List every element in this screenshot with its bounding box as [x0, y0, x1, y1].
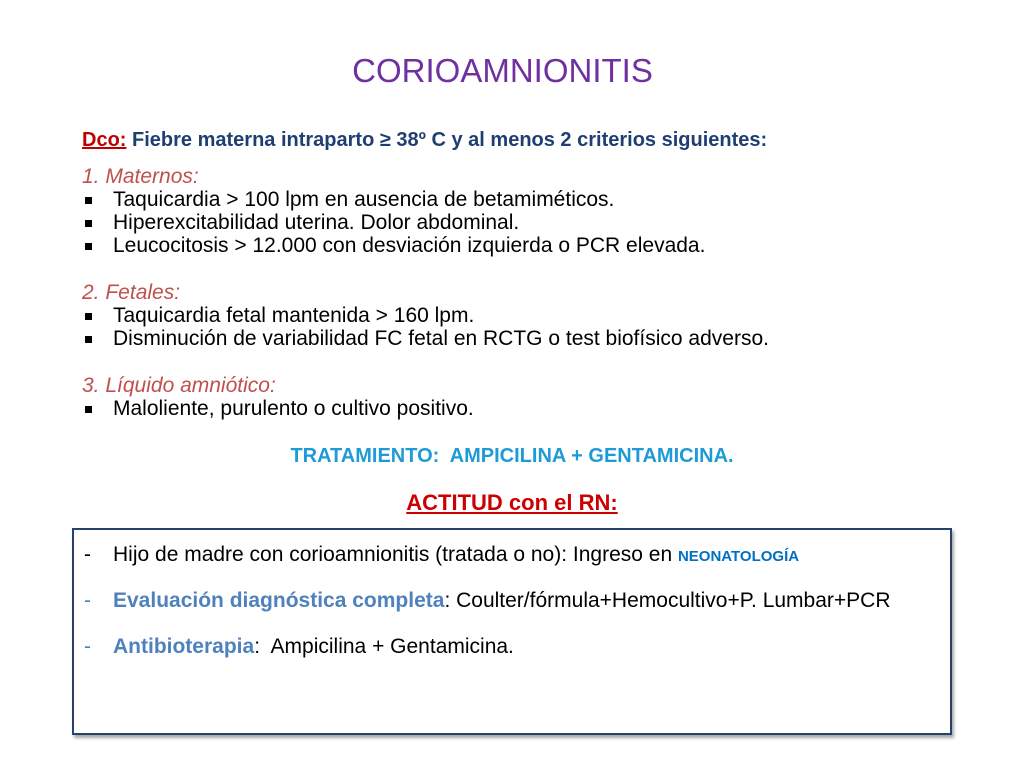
- list-item: [82, 188, 882, 212]
- newborn-item-text: : Ampicilina + Gentamicina.: [254, 635, 514, 658]
- list-item: [82, 327, 882, 351]
- dash-marker: -: [84, 635, 91, 658]
- square-bullet-icon: [85, 220, 92, 227]
- square-bullet-icon: [85, 336, 92, 343]
- diagnosis-text: Fiebre materna intraparto ≥ 38º C y al menos 2 criterios siguientes:: [132, 129, 768, 151]
- newborn-item-body: [113, 589, 891, 613]
- newborn-item-admission: [84, 543, 934, 567]
- newborn-item-text: Hijo de madre con corioamnionitis (tratada o no): Ingreso en: [113, 543, 678, 566]
- square-bullet-icon: [85, 313, 92, 320]
- list-item: [82, 234, 882, 258]
- square-bullet-icon: [85, 243, 92, 250]
- diagnosis-line: [82, 128, 767, 152]
- newborn-item-lead: Antibioterapia: [113, 635, 255, 658]
- newborn-heading-text: ACTITUD con el RN:: [406, 490, 618, 515]
- newborn-actions-box: [72, 528, 952, 735]
- list-item-text: Leucocitosis > 12.000 con desviación izquierda o PCR elevada.: [113, 234, 706, 257]
- square-bullet-icon: [85, 197, 92, 204]
- newborn-item-evaluation: [84, 589, 934, 613]
- list-item-text: Taquicardia fetal mantenida > 160 lpm.: [113, 304, 475, 327]
- dash-marker: -: [84, 589, 91, 612]
- list-item: [82, 304, 882, 328]
- slide-title: CORIOAMNIONITIS: [352, 52, 653, 89]
- newborn-item-text: : Coulter/fórmula+Hemocultivo+P. Lumbar+PCR: [444, 589, 891, 612]
- newborn-item-lead: Evaluación diagnóstica completa: [113, 589, 445, 612]
- criteria-heading-fetal: 2. Fetales:: [82, 281, 181, 304]
- newborn-item-body: [113, 543, 799, 569]
- newborn-item-highlight: NEONATOLOGÍA: [677, 548, 800, 565]
- criteria-heading-maternal: 1. Maternos:: [82, 165, 199, 188]
- newborn-heading: [0, 490, 1024, 516]
- newborn-item-antibiotics: [84, 635, 934, 659]
- dash-marker: -: [84, 543, 91, 566]
- list-item: [82, 397, 882, 421]
- list-item-text: Maloliente, purulento o cultivo positivo.: [113, 397, 474, 420]
- list-item-text: Disminución de variabilidad FC fetal en RCTG o test biofísico adverso.: [113, 327, 769, 350]
- list-item: [82, 211, 882, 235]
- treatment-line: TRATAMIENTO: AMPICILINA + GENTAMICINA.: [290, 445, 734, 467]
- list-item-text: Taquicardia > 100 lpm en ausencia de betamiméticos.: [113, 188, 615, 211]
- list-item-text: Hiperexcitabilidad uterina. Dolor abdominal.: [113, 211, 520, 234]
- newborn-item-body: [113, 635, 514, 659]
- square-bullet-icon: [85, 406, 92, 413]
- criteria-heading-amniotic-fluid: 3. Líquido amniótico:: [82, 374, 276, 397]
- diagnosis-label: Dco:: [82, 129, 127, 151]
